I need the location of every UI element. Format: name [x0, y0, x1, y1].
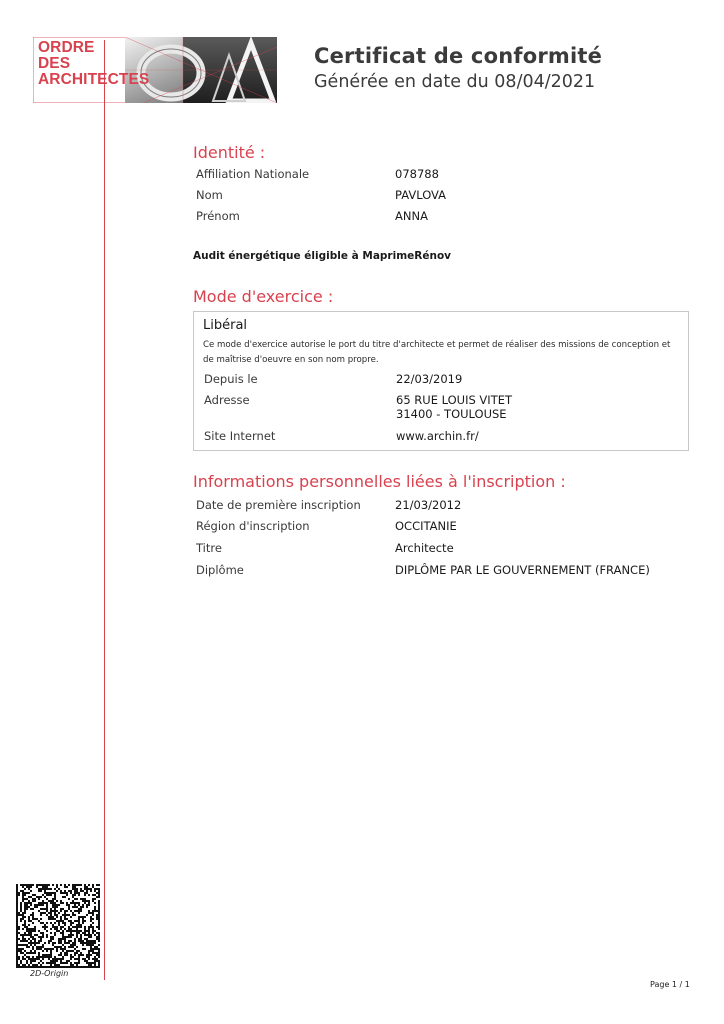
2d-barcode	[16, 884, 100, 968]
barcode-graphic	[16, 884, 100, 968]
page-number: Page 1 / 1	[650, 980, 690, 989]
identite-rows	[196, 167, 656, 231]
label-site: Site Internet	[204, 429, 276, 443]
value-adresse-line1: 65 RUE LOUIS VITET	[396, 393, 513, 407]
audit-eligibility: Audit énergétique éligible à MaprimeRénov	[193, 250, 452, 262]
ordre-des-architectes-logo	[33, 37, 277, 103]
value-region: OCCITANIE	[395, 519, 457, 533]
value-prenom: ANNA	[395, 209, 428, 223]
mode-name: Libéral	[203, 318, 248, 333]
value-site-link[interactable]: www.archin.fr/	[396, 429, 479, 443]
section-title-identite: Identité :	[193, 143, 266, 162]
label-titre: Titre	[196, 541, 222, 555]
section-title-infos: Informations personnelles liées à l'inscription :	[193, 472, 566, 491]
label-prenom: Prénom	[196, 209, 240, 223]
label-affiliation: Affiliation Nationale	[196, 167, 310, 181]
mode-rows	[204, 372, 674, 448]
label-diplome: Diplôme	[196, 563, 244, 577]
value-affiliation: 078788	[395, 167, 439, 181]
document-title: Certificat de conformité	[314, 44, 603, 68]
value-adresse-line2: 31400 - TOULOUSE	[396, 407, 507, 421]
mode-description: Ce mode d'exercice autorise le port du titre d'architecte et permet de réaliser des missions de conception et de maîtrise d'oeuvre en son nom propre.	[203, 340, 671, 365]
mode-exercice-box	[193, 311, 689, 451]
label-premiere-inscription: Date de première inscription	[196, 498, 361, 512]
section-title-mode: Mode d'exercice :	[193, 287, 334, 306]
left-red-rule	[104, 40, 105, 980]
logo-line-2: DES	[38, 55, 71, 72]
barcode-caption: 2D-Origin	[30, 969, 69, 978]
value-titre: Architecte	[395, 541, 454, 555]
label-nom: Nom	[196, 188, 223, 202]
label-region: Région d'inscription	[196, 519, 310, 533]
label-adresse: Adresse	[204, 393, 250, 407]
value-depuis: 22/03/2019	[396, 372, 463, 386]
logo-line-3: ARCHITECTES	[38, 71, 150, 88]
logo-line-1: ORDRE	[38, 39, 95, 56]
value-premiere-inscription: 21/03/2012	[395, 498, 462, 512]
document-subtitle: Générée en date du 08/04/2021	[314, 72, 596, 92]
label-depuis: Depuis le	[204, 372, 258, 386]
barcode-modules	[16, 884, 100, 968]
value-diplome: DIPLÔME PAR LE GOUVERNEMENT (FRANCE)	[395, 563, 650, 577]
infos-rows	[196, 498, 676, 582]
value-nom: PAVLOVA	[395, 188, 447, 202]
logo-wordmark	[38, 40, 149, 88]
